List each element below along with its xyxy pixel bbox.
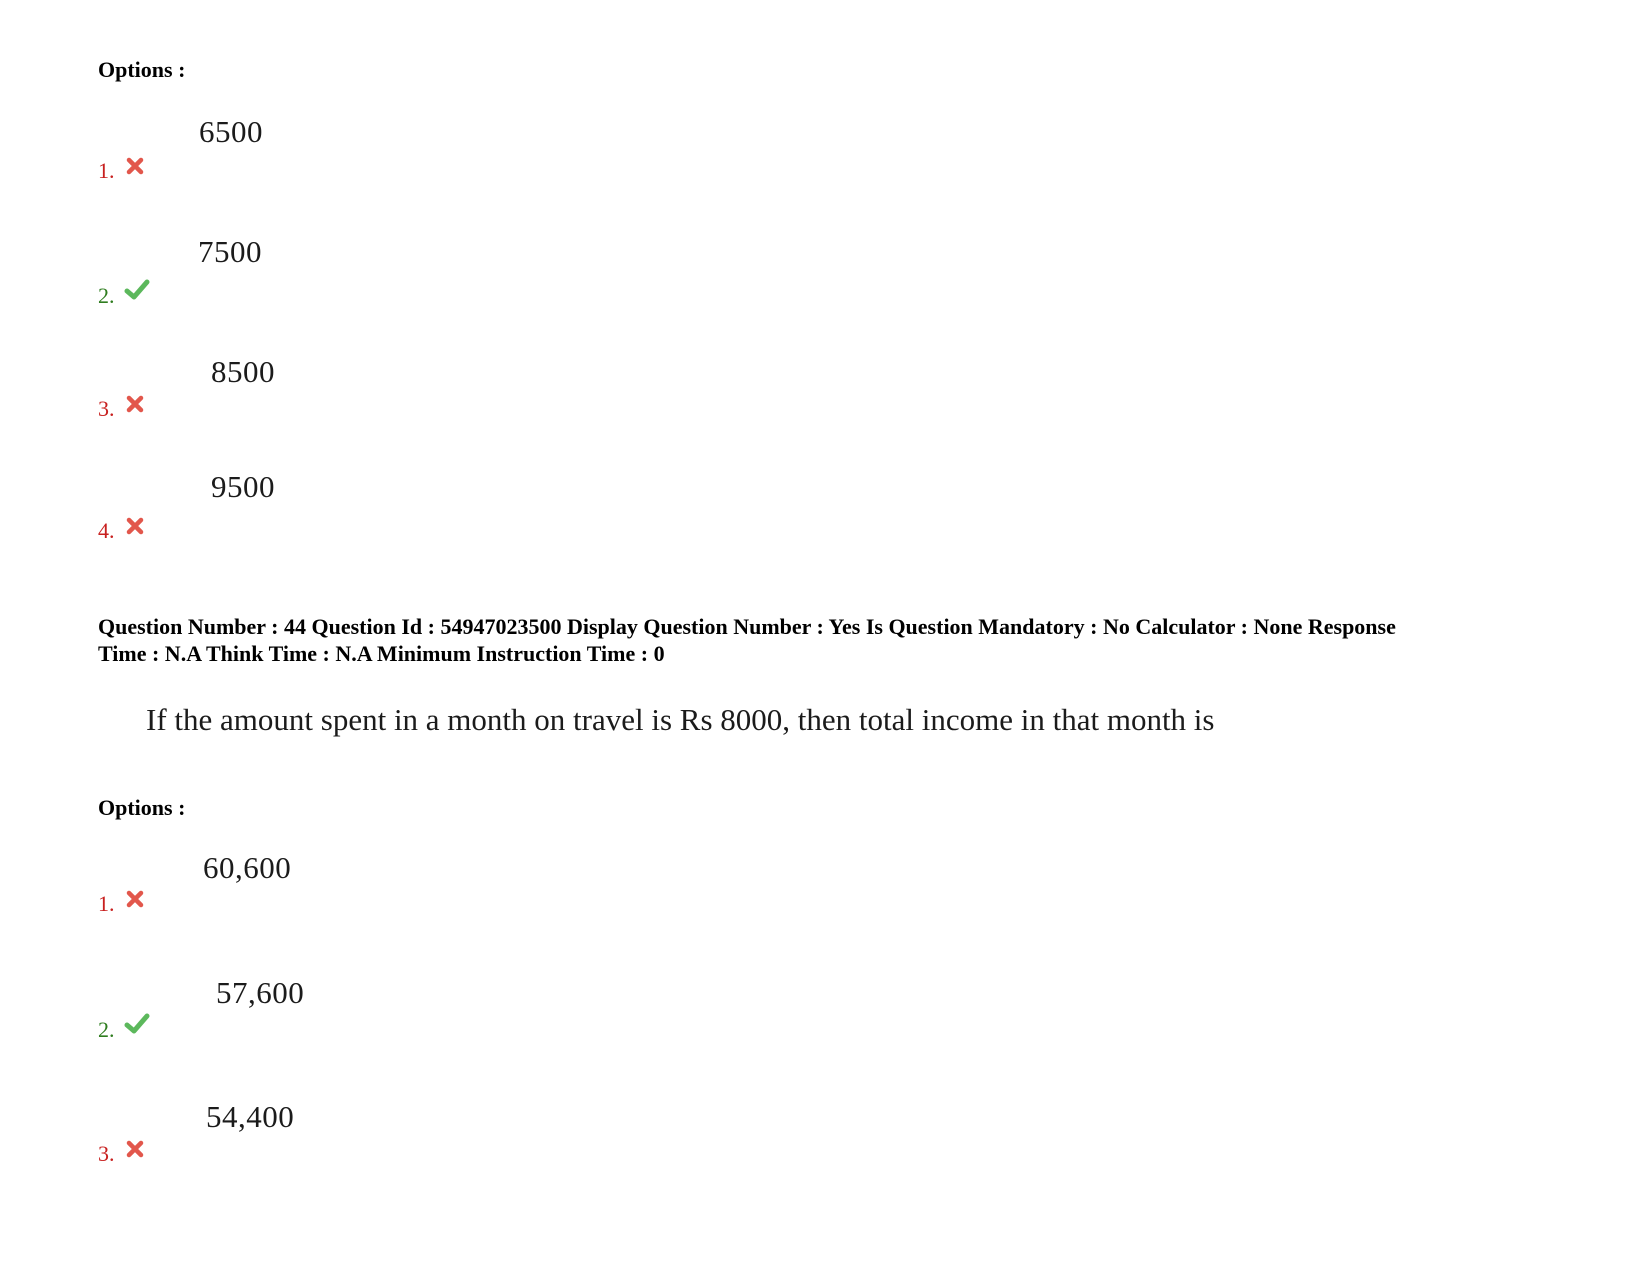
option-value: 8500 xyxy=(211,354,275,389)
options-label: Options : xyxy=(98,57,186,82)
option-value: 6500 xyxy=(199,114,263,149)
question-meta-line: Time : N.A Think Time : N.A Minimum Instruction Time : 0 xyxy=(98,641,665,666)
question-meta-line: Question Number : 44 Question Id : 54947023500 Display Question Number : Yes Is Question Mandatory : No Calculator : None Response xyxy=(98,614,1396,639)
cross-icon xyxy=(124,888,146,910)
cross-icon xyxy=(124,1138,146,1160)
option-value: 57,600 xyxy=(216,975,305,1010)
option-number: 4. xyxy=(98,518,115,543)
option-number: 3. xyxy=(98,396,115,421)
check-icon xyxy=(124,1012,150,1036)
options-label: Options : xyxy=(98,795,186,820)
option-value: 60,600 xyxy=(203,850,292,885)
cross-icon xyxy=(124,155,146,177)
option-number: 2. xyxy=(98,283,115,308)
check-icon xyxy=(124,278,150,302)
option-value: 54,400 xyxy=(206,1099,295,1134)
option-number: 1. xyxy=(98,158,115,183)
cross-icon xyxy=(124,515,146,537)
option-number: 3. xyxy=(98,1141,115,1166)
option-value: 9500 xyxy=(211,469,275,504)
cross-icon xyxy=(124,393,146,415)
option-number: 2. xyxy=(98,1017,115,1042)
option-number: 1. xyxy=(98,891,115,916)
option-value: 7500 xyxy=(198,234,262,269)
question-meta xyxy=(98,613,1568,667)
question-text: If the amount spent in a month on travel is Rs 8000, then total income in that month is xyxy=(146,702,1215,737)
